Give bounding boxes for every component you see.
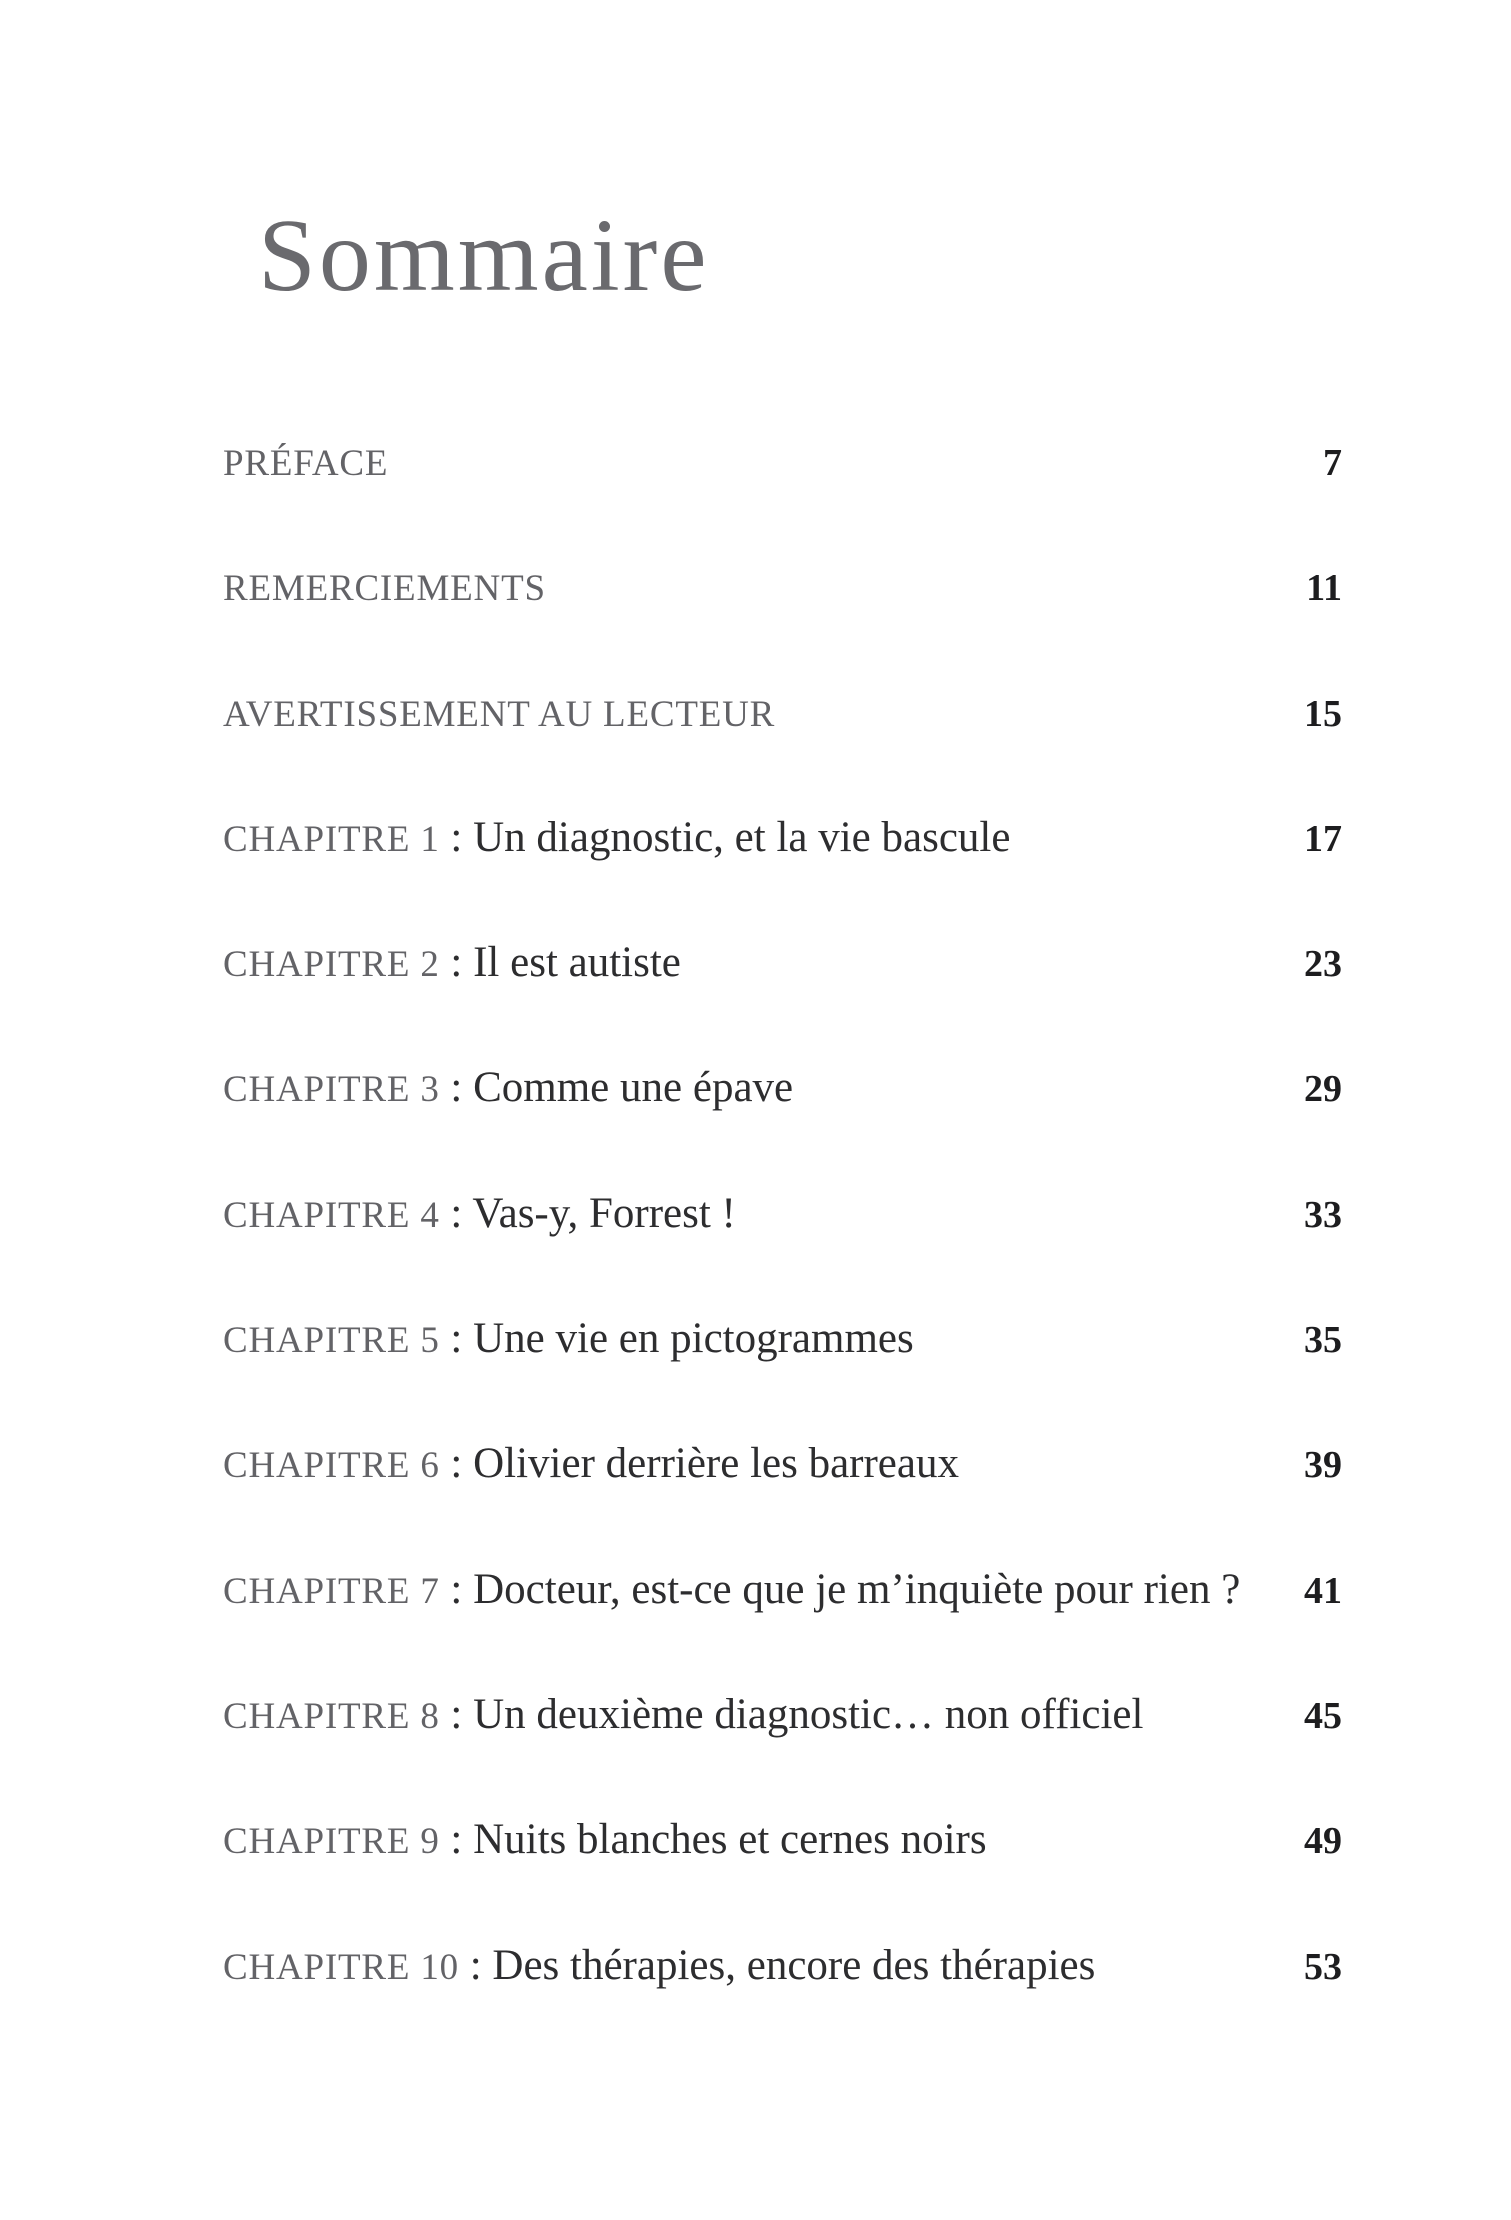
- toc-entry: [223, 1903, 1095, 2030]
- toc-entry-separator: :: [439, 813, 474, 861]
- toc-entry-label: CHAPITRE 7: [223, 1570, 440, 1612]
- toc-entry: [223, 399, 388, 526]
- toc-entry-page-number: 11: [1306, 567, 1342, 610]
- toc-entry-page-number: 53: [1304, 1945, 1342, 1988]
- toc-entry-page-number: 15: [1304, 692, 1342, 735]
- toc-entry-label: CHAPITRE 4: [223, 1194, 440, 1236]
- toc-entry-label: CHAPITRE 2: [223, 944, 440, 986]
- toc-row: [223, 1025, 1342, 1150]
- toc-entry: [223, 1777, 987, 1904]
- toc-row: [223, 1401, 1342, 1526]
- toc-entry-title: Nuits blanches et cernes noirs: [473, 1816, 987, 1864]
- toc-row: [223, 399, 1342, 524]
- toc-entry-label: CHAPITRE 6: [223, 1445, 440, 1487]
- toc-entry-label: CHAPITRE 1: [223, 818, 440, 860]
- toc-entry: [223, 1401, 959, 1528]
- toc-entry-separator: :: [439, 1816, 474, 1864]
- toc-list: [223, 399, 1342, 2028]
- toc-row: [223, 1777, 1342, 1902]
- toc-entry-separator: :: [439, 939, 474, 987]
- toc-entry-title: Il est autiste: [473, 939, 681, 987]
- toc-entry: [223, 1527, 1240, 1654]
- toc-entry: [223, 1025, 793, 1152]
- toc-entry-separator: :: [439, 1315, 474, 1363]
- toc-entry-separator: :: [439, 1565, 474, 1613]
- toc-row: [223, 650, 1342, 775]
- toc-entry-page-number: 49: [1304, 1820, 1342, 1863]
- toc-row: [223, 524, 1342, 649]
- toc-row: [223, 1527, 1342, 1652]
- toc-entry-label: CHAPITRE 3: [223, 1069, 440, 1111]
- toc-row: [223, 1276, 1342, 1401]
- toc-entry-label: CHAPITRE 10: [223, 1946, 459, 1988]
- toc-entry-page-number: 39: [1304, 1444, 1342, 1487]
- toc-row: [223, 900, 1342, 1025]
- toc-row: [223, 775, 1342, 900]
- toc-entry-separator: :: [439, 1189, 473, 1237]
- toc-entry-page-number: 29: [1304, 1068, 1342, 1111]
- toc-entry-title: Des thérapies, encore des thérapies: [492, 1941, 1096, 1989]
- toc-entry-title: Une vie en pictogrammes: [473, 1315, 914, 1363]
- toc-entry-label: CHAPITRE 5: [223, 1320, 440, 1362]
- toc-entry-label: AVERTISSEMENT AU LECTEUR: [223, 693, 776, 735]
- toc-row: [223, 1151, 1342, 1276]
- toc-entry-page-number: 7: [1323, 442, 1342, 484]
- toc-entry-label: REMERCIEMENTS: [223, 568, 546, 610]
- toc-entry-label: PRÉFACE: [223, 443, 389, 484]
- toc-entry-separator: :: [439, 1440, 474, 1488]
- toc-entry: [223, 650, 775, 777]
- toc-entry-separator: :: [439, 1064, 474, 1112]
- toc-entry: [223, 775, 1010, 902]
- toc-row: [223, 1652, 1342, 1777]
- toc-entry-page-number: 35: [1304, 1319, 1342, 1362]
- toc-entry-page-number: 41: [1304, 1569, 1342, 1612]
- toc-entry-title: Un diagnostic, et la vie bascule: [473, 813, 1011, 861]
- toc-entry-label: CHAPITRE 9: [223, 1821, 440, 1863]
- toc-entry-separator: :: [458, 1941, 493, 1989]
- toc-entry-title: Un deuxième diagnostic… non officiel: [473, 1690, 1144, 1738]
- toc-entry-page-number: 45: [1304, 1694, 1342, 1737]
- toc-entry-label: CHAPITRE 8: [223, 1695, 440, 1737]
- toc-entry-page-number: 23: [1304, 943, 1342, 986]
- toc-entry-title: Comme une épave: [473, 1064, 794, 1112]
- toc-row: [223, 1903, 1342, 2028]
- toc-entry-title: Docteur, est-ce que je m’inquiète pour rien ?: [473, 1565, 1241, 1613]
- toc-entry: [223, 524, 546, 651]
- toc-entry: [223, 1151, 736, 1278]
- page-title: Sommaire: [258, 198, 710, 313]
- toc-entry-page-number: 17: [1304, 817, 1342, 860]
- toc-entry: [223, 1652, 1143, 1779]
- toc-entry-separator: :: [439, 1690, 474, 1738]
- toc-entry: [223, 1276, 914, 1403]
- toc-entry-title: Olivier derrière les barreaux: [473, 1440, 959, 1488]
- toc-entry: [223, 900, 681, 1027]
- toc-entry-title: Vas-y, Forrest !: [472, 1189, 736, 1237]
- toc-entry-page-number: 33: [1304, 1193, 1342, 1236]
